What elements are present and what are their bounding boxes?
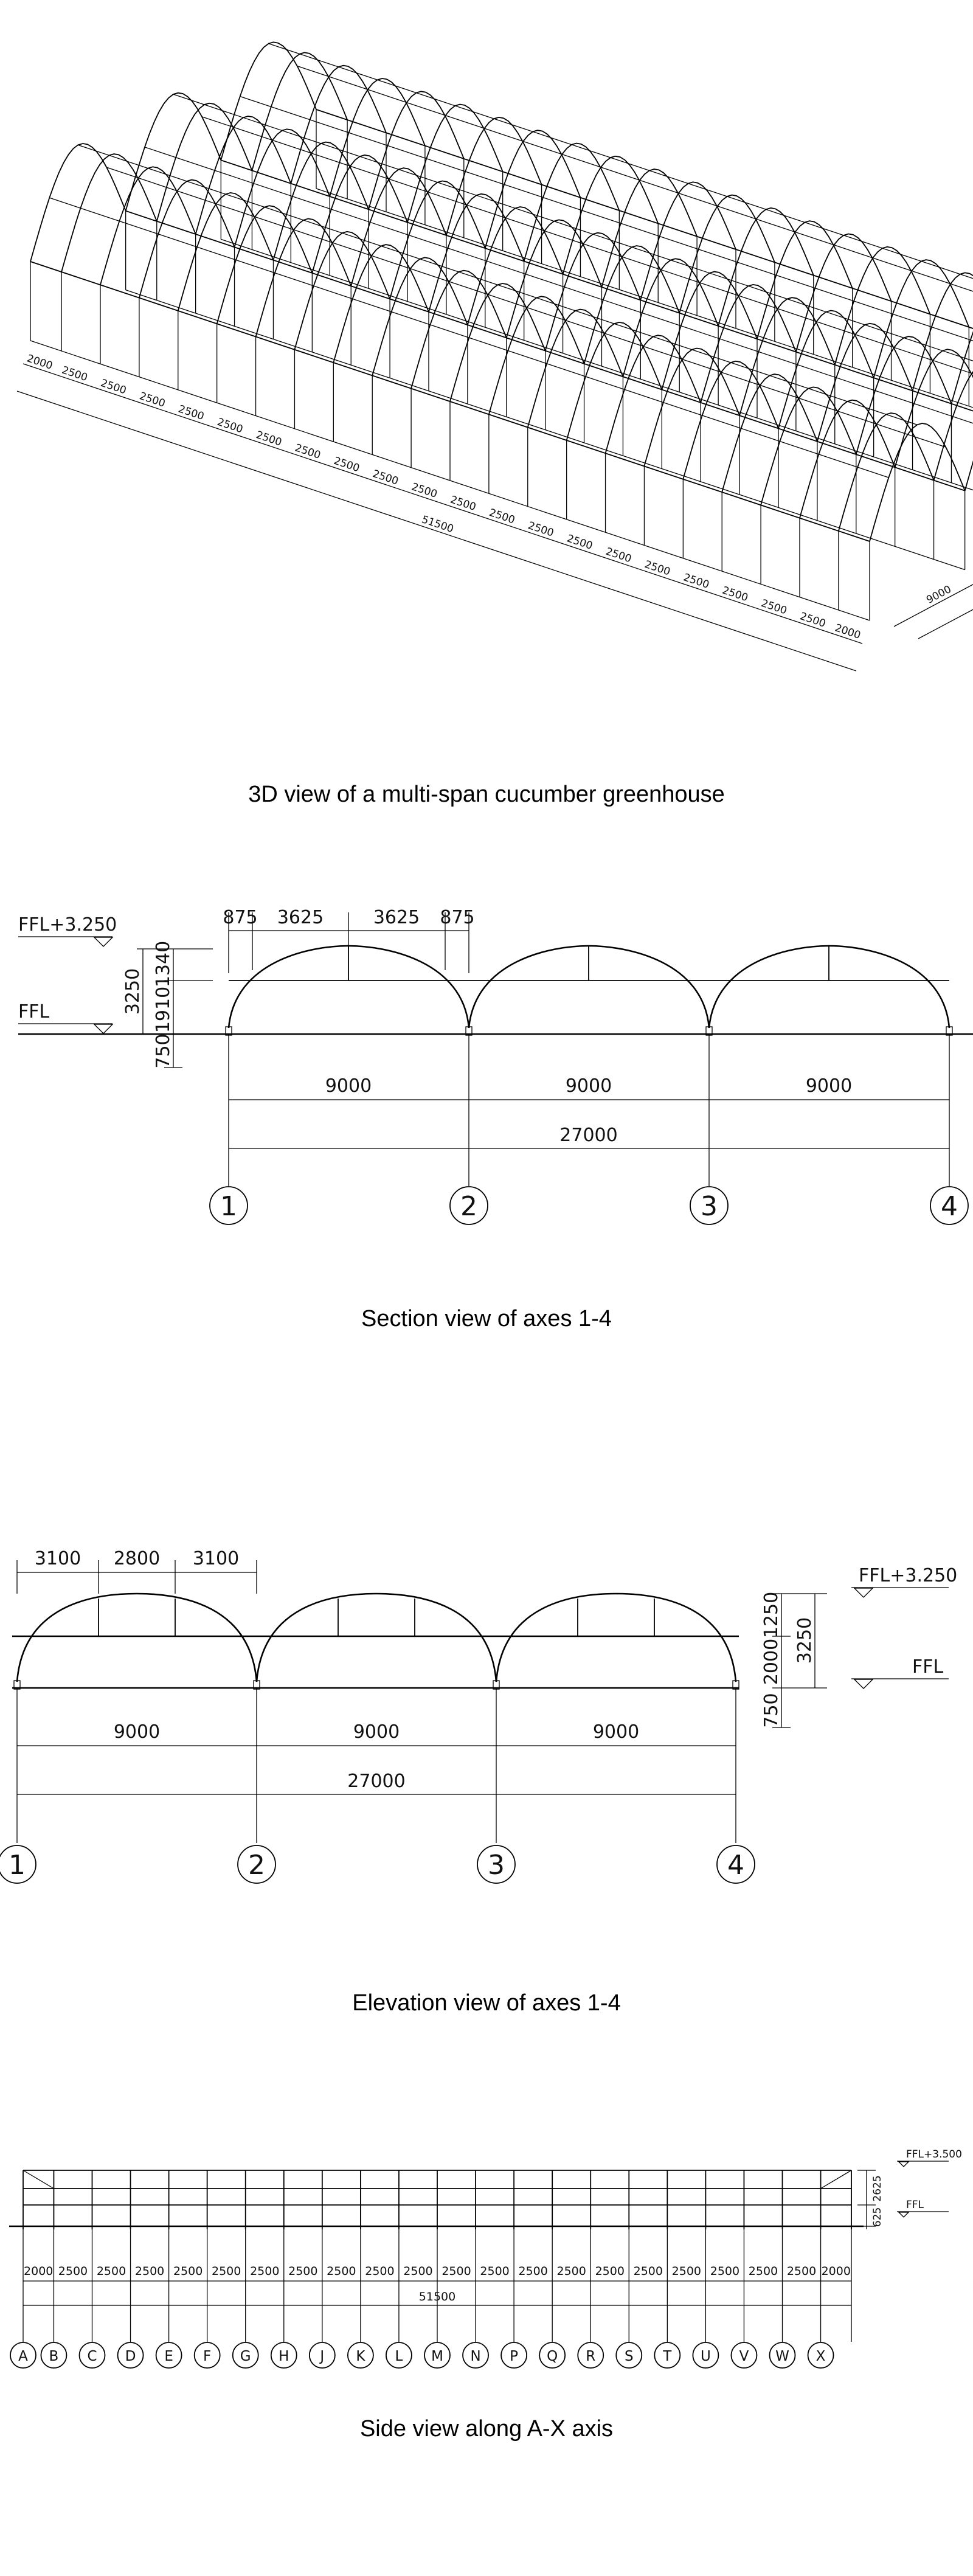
section-caption: Section view of axes 1-4 (361, 1306, 612, 1331)
end-brace (23, 2170, 54, 2189)
top-dim-3: 3625 (373, 907, 420, 928)
side-axis-label: A (18, 2349, 28, 2364)
iso-caption: 3D view of a multi-span cucumber greenhouse (248, 782, 725, 807)
side-bay-dim: 2500 (365, 2265, 395, 2278)
iso-dim-line (17, 391, 856, 671)
side-view (9, 2148, 962, 2368)
iso-arch (895, 349, 973, 467)
iso-purlin (297, 66, 973, 345)
arch-3 (496, 1594, 736, 1682)
iso-gutter (316, 109, 973, 389)
iso-bay-dim: 2500 (759, 597, 789, 617)
vdim-upper: 1250 (761, 1591, 782, 1639)
side-axis-label: W (775, 2349, 789, 2364)
side-axis-label: E (164, 2349, 173, 2364)
span-dim-1: 9000 (325, 1075, 372, 1097)
iso-arch (221, 42, 316, 160)
side-bay-dim: 2500 (633, 2265, 663, 2278)
side-bay-dim: 2500 (595, 2265, 625, 2278)
axis-bubble-2: 2 (460, 1191, 477, 1222)
side-bay-dim: 2500 (134, 2265, 165, 2278)
iso-bay-dim: 2500 (293, 442, 322, 462)
side-axis-label: X (815, 2349, 826, 2364)
side-axis-label: K (356, 2349, 365, 2364)
span-dim-3: 9000 (592, 1721, 640, 1743)
side-bay-dim: 2500 (288, 2265, 318, 2278)
level-top-label: FFL+3.250 (18, 914, 117, 936)
axis-bubble-4: 4 (941, 1191, 958, 1222)
iso-purlin (269, 44, 973, 324)
side-axis-label: G (240, 2349, 251, 2364)
elevation-view (0, 1548, 957, 1883)
axis-bubble-1: 1 (220, 1191, 237, 1222)
iso-bay-dim: 2500 (643, 558, 672, 578)
side-bay-dim: 2500 (327, 2265, 356, 2278)
iso-purlin (106, 167, 946, 447)
side-level-base-label: FFL (906, 2199, 924, 2211)
axis-bubble-2: 2 (248, 1850, 265, 1881)
side-axis-label: S (624, 2349, 634, 2364)
iso-bay-dim: 2000 (833, 622, 862, 642)
iso-bay-dim: 2000 (25, 352, 54, 373)
top-dim-4: 875 (440, 907, 475, 928)
side-axis-label: P (510, 2349, 519, 2364)
iso-bay-dim: 2500 (604, 545, 633, 566)
side-level-top-label: FFL+3.500 (906, 2148, 962, 2161)
side-axis-label: V (739, 2349, 749, 2364)
side-axis-label: J (320, 2349, 325, 2364)
vdim-total: 3250 (794, 1617, 815, 1664)
side-axis-label: T (663, 2349, 672, 2364)
iso-span-dim: 9000 (924, 583, 954, 606)
iso-bay-dim: 2500 (526, 519, 555, 540)
iso-arch (30, 144, 126, 262)
side-bay-dim: 2500 (250, 2265, 280, 2278)
side-axis-label: D (125, 2349, 136, 2364)
iso-bay-dim: 2500 (798, 610, 828, 630)
total-dim: 27000 (559, 1125, 618, 1146)
side-axis-label: C (87, 2349, 97, 2364)
arch-2 (257, 1594, 496, 1682)
side-bay-dim: 2000 (821, 2265, 851, 2278)
side-bay-dim: 2000 (24, 2265, 54, 2278)
side-axis-label: R (586, 2349, 596, 2364)
side-bay-dim: 2500 (556, 2265, 586, 2278)
vdim-lower: 1910 (153, 986, 174, 1033)
total-dim: 27000 (347, 1771, 406, 1792)
top-dim-2: 3625 (277, 907, 324, 928)
side-bay-dim: 2500 (173, 2265, 203, 2278)
span-dim-3: 9000 (805, 1075, 853, 1097)
side-axis-label: L (395, 2349, 403, 2364)
arch-1 (17, 1594, 257, 1682)
axis-bubble-3: 3 (701, 1191, 718, 1222)
elevation-caption: Elevation view of axes 1-4 (352, 1990, 621, 2016)
axis-bubble-3: 3 (488, 1850, 505, 1881)
end-brace (821, 2170, 851, 2189)
iso-total-length: 51500 (420, 513, 455, 536)
vdim-foot: 750 (761, 1693, 782, 1728)
top-dim-1: 875 (223, 907, 258, 928)
iso-bay-dim: 2500 (409, 481, 439, 501)
side-axis-label: F (203, 2349, 212, 2364)
level-base-label: FFL (912, 1656, 944, 1678)
side-bay-dim: 2500 (671, 2265, 702, 2278)
side-caption: Side view along A-X axis (359, 2416, 614, 2442)
iso-bay-dim: 2500 (448, 493, 478, 514)
iso-arch (913, 273, 973, 391)
iso-bay-dim: 2500 (565, 532, 594, 553)
iso-ground-line (30, 341, 870, 620)
iso-bay-dim: 2500 (215, 415, 244, 436)
side-bay-dim: 2500 (58, 2265, 88, 2278)
side-vdim-lower: 625 (871, 2207, 884, 2227)
iso-bay-dim: 2500 (682, 571, 711, 591)
iso-bay-dim: 2500 (60, 364, 89, 384)
iso-bay-dim: 2500 (137, 390, 167, 410)
vdim-total: 3250 (122, 968, 144, 1015)
side-bay-dim: 2500 (518, 2265, 548, 2278)
iso-bay-dim: 2500 (176, 403, 206, 423)
iso-bay-dim: 2500 (371, 468, 400, 488)
iso-bay-dim: 2500 (487, 506, 517, 527)
side-bay-dim: 2500 (710, 2265, 740, 2278)
side-axis-label: H (279, 2349, 289, 2364)
axis-bubble-4: 4 (727, 1850, 744, 1881)
iso-bay-dim: 2500 (254, 429, 283, 449)
span-dim-2: 9000 (565, 1075, 612, 1097)
iso-purlin (316, 109, 973, 389)
iso-bay-dim: 2500 (332, 454, 361, 475)
side-bay-dim: 2500 (403, 2265, 433, 2278)
side-bay-dim: 2500 (212, 2265, 241, 2278)
top-dim-3: 3100 (192, 1548, 240, 1569)
side-bay-dim: 2500 (480, 2265, 510, 2278)
top-dim-1: 3100 (34, 1548, 81, 1569)
side-axis-label: Q (547, 2349, 558, 2364)
vdim-foot: 750 (153, 1033, 174, 1069)
iso-purlin (202, 117, 973, 397)
side-axis-label: B (49, 2349, 59, 2364)
level-base-label: FFL (18, 1001, 50, 1022)
side-vdim-upper: 2625 (871, 2175, 884, 2202)
span-dim-2: 9000 (353, 1721, 400, 1743)
iso-arch (126, 93, 221, 211)
section-view (18, 907, 973, 1224)
side-axis-label: M (431, 2349, 443, 2364)
side-bay-dim: 2500 (786, 2265, 817, 2278)
side-bay-dim: 2500 (441, 2265, 471, 2278)
axis-bubble-1: 1 (9, 1850, 26, 1881)
span-dim-1: 9000 (113, 1721, 161, 1743)
level-top-label: FFL+3.250 (859, 1565, 958, 1586)
vdim-upper: 1340 (153, 940, 174, 988)
top-dim-2: 2800 (113, 1548, 161, 1569)
iso-arch (951, 286, 973, 404)
side-bay-dim: 2500 (96, 2265, 126, 2278)
iso-bay-dim: 2500 (721, 584, 750, 605)
side-total-dim: 51500 (418, 2290, 456, 2303)
vdim-lower: 2000 (761, 1638, 782, 1686)
side-axis-label: U (700, 2349, 711, 2364)
iso-dim-line (23, 364, 862, 644)
isometric-greenhouse-view (17, 42, 973, 671)
side-bay-dim: 2500 (748, 2265, 778, 2278)
iso-bay-dim: 2500 (99, 377, 128, 397)
side-axis-label: N (470, 2349, 481, 2364)
